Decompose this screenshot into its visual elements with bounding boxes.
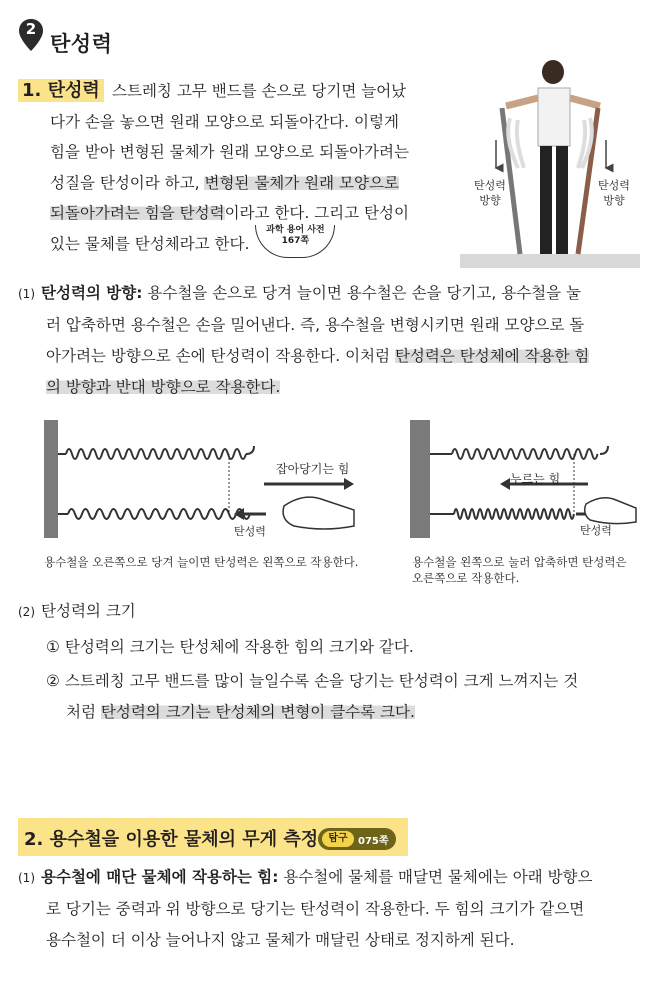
item-text: 스트레칭 고무 밴드를 많이 늘일수록 손을 당기는 탄성력이 크게 느껴지는 것	[64, 672, 579, 690]
intro-line-3: 힘을 받아 변형된 물체가 원래 모양으로 되돌아가려는	[50, 143, 409, 162]
left-figure-caption: 용수철을 오른쪽으로 당겨 늘이면 탄성력은 왼쪽으로 작용한다.	[44, 555, 359, 569]
right-elastic-label: 탄성력	[580, 524, 612, 537]
magnitude-item-1	[46, 632, 636, 663]
direction-highlight: 탄성력은 탄성체에 작용한 힘	[394, 347, 590, 365]
inquiry-tag-label: 탐구	[322, 831, 354, 847]
weight-num: (1)	[18, 871, 35, 885]
stretching-band-photo	[460, 58, 640, 268]
dictionary-badge-page: 167쪽	[281, 235, 310, 246]
intro-line-5	[50, 198, 446, 229]
direction-title: 탄성력의 방향:	[41, 284, 143, 302]
photo-label-left: 탄성력 방향	[474, 179, 506, 207]
section-title: 탄성력	[50, 32, 113, 56]
weight-line: 용수철이 더 이상 늘어나지 않고 물체가 매달린 상태로 정지하게 된다.	[46, 931, 515, 949]
direction-num: (1)	[18, 287, 35, 301]
inquiry-tag-page: 075쪽	[358, 836, 389, 847]
part1-heading	[18, 76, 104, 102]
right-figure-caption: 용수철을 왼쪽으로 눌러 압축하면 탄성력은 오른쪽으로 작용한다.	[412, 555, 627, 585]
direction-line: 아가려는 방향으로 손에 탄성력이 작용한다. 이처럼	[46, 347, 395, 365]
spring-stretch-figure	[44, 418, 364, 542]
intro-line-1: 스트레칭 고무 밴드를 손으로 당기면 늘어났	[112, 82, 407, 100]
hand-pushing	[585, 498, 636, 524]
intro-text: 성질을 탄성이라 하고,	[50, 173, 205, 192]
item-marker: ②	[46, 672, 60, 690]
hand-pulling	[283, 497, 354, 529]
weight-line: 용수철에 물체를 매달면 물체에는 아래 방향으	[283, 868, 593, 886]
intro-line-4	[50, 168, 446, 199]
photo-label-right: 탄성력 방향	[598, 179, 630, 207]
part1-heading-text: 1. 탄성력	[18, 79, 104, 102]
weight-paragraph	[18, 862, 638, 956]
item-text: 처럼	[66, 703, 101, 721]
intro-text-3: 있는 물체를 탄성체라고 한다.	[50, 234, 250, 253]
weight-line: 로 당기는 중력과 위 방향으로 당기는 탄성력이 작용한다. 두 힘의 크기가 같으면	[46, 900, 585, 918]
section-number: 2	[25, 20, 37, 38]
dictionary-badge-label: 과학 용어 사전	[266, 224, 325, 235]
magnitude-item-2	[46, 666, 636, 728]
part2-heading: 2. 용수철을 이용한 물체의 무게 측정	[24, 829, 319, 850]
item-marker: ①	[46, 638, 60, 656]
magnitude-highlight: 탄성력의 크기는 탄성체의 변형이 클수록 크다.	[100, 703, 415, 721]
intro-line-6	[50, 224, 446, 260]
direction-line: 용수철을 손으로 당겨 늘이면 용수철은 손을 당기고, 용수철을 눌	[147, 284, 582, 302]
direction-highlight-2: 의 방향과 반대 방향으로 작용한다.	[46, 378, 281, 396]
person-head	[542, 60, 564, 84]
direction-paragraph	[18, 278, 638, 403]
push-force-label: 누르는 힘	[510, 472, 561, 486]
left-elastic-label: 탄성력	[234, 525, 266, 538]
intro-text-2: 이라고 한다. 그리고 탄성이	[224, 204, 409, 223]
dictionary-badge[interactable]	[255, 225, 335, 258]
magnitude-num: (2)	[18, 605, 35, 619]
intro-line-2: 다가 손을 놓으면 원래 모양으로 되돌아간다. 이렇게	[50, 112, 399, 131]
direction-line: 러 압축하면 용수철은 손을 밀어낸다. 즉, 용수철을 변형시키면 원래 모양으로 돌	[46, 316, 585, 334]
intro-highlight: 변형된 물체가 원래 모양으로	[204, 173, 399, 192]
pull-force-label: 잡아당기는 힘	[276, 462, 350, 476]
weight-title: 용수철에 매단 물체에 작용하는 힘:	[41, 868, 279, 886]
item-text: 탄성력의 크기는 탄성체에 작용한 힘의 크기와 같다.	[64, 638, 414, 656]
magnitude-heading	[18, 599, 136, 621]
magnitude-title: 탄성력의 크기	[41, 602, 136, 620]
intro-highlight-2: 되돌아가려는 힘을 탄성력	[50, 204, 225, 223]
